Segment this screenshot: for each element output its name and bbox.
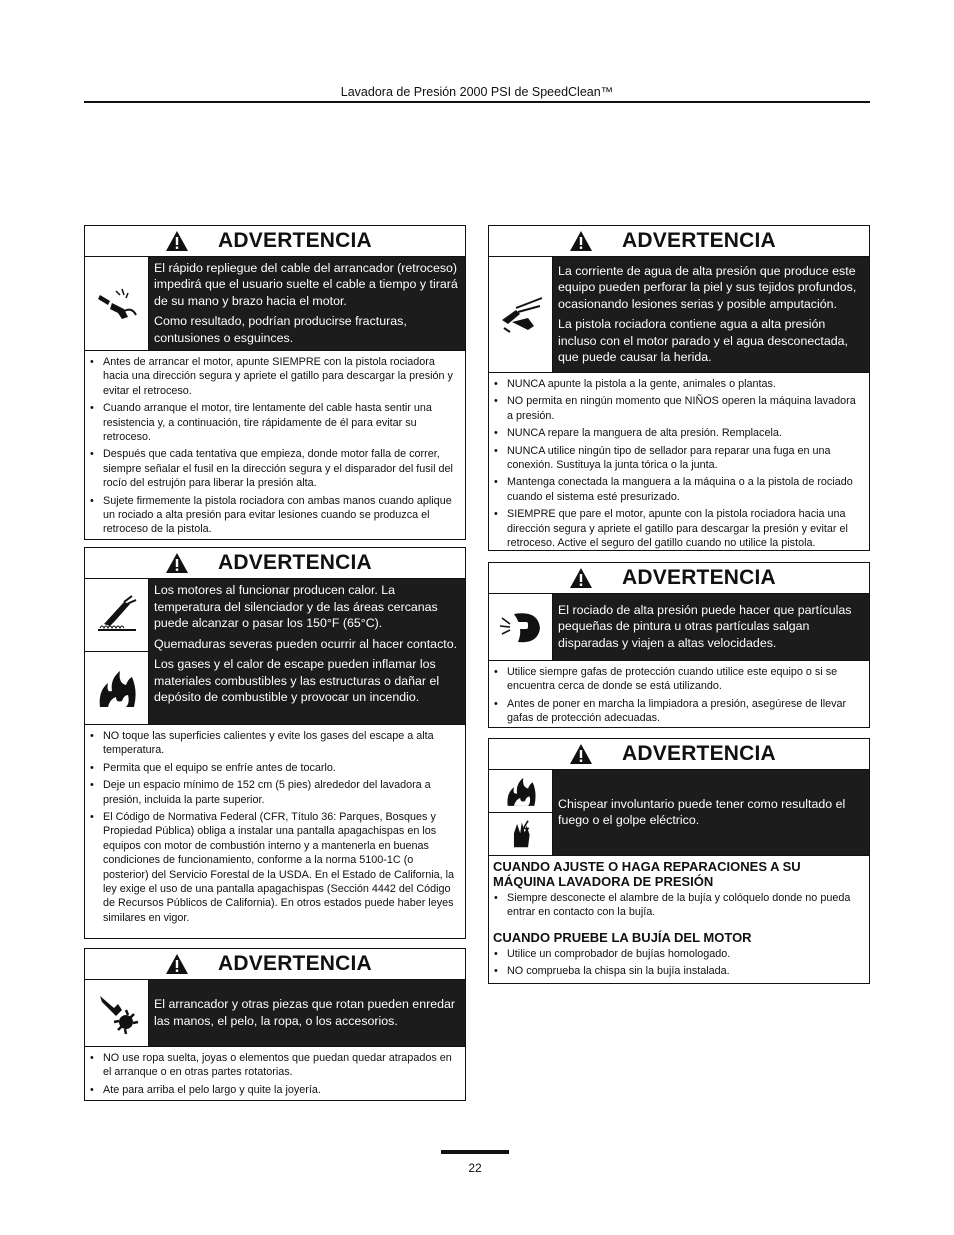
list-item: • NUNCA repare la manguera de alta presión. Remplacela. (507, 426, 863, 440)
list-item: • SIEMPRE que pare el motor, apunte con la pistola rociadora hacia una dirección segura y apriete el gatillo para descargar la presión y evitar el retroceso. Active el seguro del gatillo cuando no utilice la pistola. (507, 507, 863, 550)
warning-title: ADVERTENCIA (85, 949, 465, 980)
list-item: • Permita que el equipo se enfríe antes de tocarlo. (103, 761, 459, 775)
eye-protection-icon (489, 594, 553, 660)
section-heading: CUANDO AJUSTE O HAGA REPARACIONES A SU MÁQUINA LAVADORA DE PRESIÓN (489, 855, 869, 889)
warning-triangle-icon (569, 743, 593, 765)
list-item: • Cuando arranque el motor, tire lentamente del cable hasta sentir una resistencia y, a continuación, tire rápidamente de él para evitar su retroceso. (103, 401, 459, 444)
warning-title: ADVERTENCIA (85, 226, 465, 257)
list-item: • Deje un espacio mínimo de 152 cm (5 pies) alrededor del lavadora a presión, incluida la parte superior. (103, 778, 459, 807)
instruction-list (489, 889, 869, 924)
hazard-description: El arrancador y otras piezas que rotan pueden enredar las manos, el pelo, la ropa, o los accesorios. (149, 980, 465, 1046)
list-item: • Utilice un comprobador de bujías homologado. (507, 947, 863, 961)
warning-box-spark (488, 738, 870, 984)
list-item: • NO permita en ningún momento que NIÑOS operen la máquina lavadora a presión. (507, 394, 863, 423)
list-item: • Ate para arriba el pelo largo y quite la joyería. (103, 1083, 459, 1097)
injection-hazard-icon (489, 257, 553, 372)
hazard-description: Los motores al funcionar producen calor. La temperatura del silenciador y de las áreas cercanas puede alcanzar o pasar los 150°F (65°C). Quemaduras severas pueden ocurrir al hacer contacto. Los gases y el calor de escape pueden inflamar los materiales combustibles y las estructuras o dañar el depósito de combustible y provocar un incendio. (149, 579, 465, 724)
warning-box-entanglement (84, 948, 466, 1101)
warning-box-heat (84, 547, 466, 939)
warning-title: ADVERTENCIA (489, 563, 869, 594)
warning-box-debris (488, 562, 870, 728)
list-item: • NUNCA apunte la pistola a la gente, animales o plantas. (507, 377, 863, 391)
warning-title: ADVERTENCIA (489, 739, 869, 770)
list-item: • Después que cada tentativa que empieza, donde motor falla de correr, siempre señalar el fusil en la dirección segura y el disparador del fusil del rocío del estrujón para liberar la presión alta. (103, 447, 459, 490)
instruction-list (489, 372, 869, 554)
list-item: • Antes de arrancar el motor, apunte SIEMPRE con la pistola rociadora hacia una dirección segura y apriete el gatillo para descargar la presión y evitar el retroceso. (103, 355, 459, 398)
list-item: • NUNCA utilice ningún tipo de sellador para reparar una fuga en una conexión. Sustituya la junta tórica o la junta. (507, 444, 863, 473)
cord-kickback-icon (85, 257, 149, 350)
page-number-bar (441, 1150, 509, 1154)
warning-triangle-icon (165, 230, 189, 252)
list-item: • El Código de Normativa Federal (CFR, Título 36: Parques, Bosques y Propiedad Pública) obliga a instalar una pantalla apagachispas en los equipos con motor de combustión interno y a mantenerla en buenas condiciones de funcionamiento, conforme a la norma 5100-1C (o posterior) del Servicio Forestal de la USDA. En el Estado de California, la ley exige el uso de una pantalla apagachispas (Sección 4442 del Código de Recursos Públicos de California). En otros estados puede haber leyes similares en vigor. (103, 810, 459, 925)
hazard-description: La corriente de agua de alta presión que produce este equipo pueden perforar la piel y sus tejidos profundos, ocasionando lesiones serias y posible amputación. La pistola rociadora contiene agua a alta presión incluso con el motor parado y el agua desconectada, que puede causar la herida. (553, 257, 869, 372)
section-heading: CUANDO PRUEBE LA BUJÍA DEL MOTOR (493, 929, 752, 945)
list-item: • Utilice siempre gafas de protección cuando utilice este equipo o si se encuentra cerca de donde se está utilizando. (507, 665, 863, 694)
list-item: • Siempre desconecte el alambre de la bujía y colóquelo donde no pueda entrar en contacto con la bujía. (507, 891, 863, 920)
instruction-list (85, 350, 465, 541)
warning-title: ADVERTENCIA (85, 548, 465, 579)
electric-shock-icon (489, 812, 553, 855)
instruction-list (85, 1046, 465, 1101)
warning-box-high-pressure (488, 225, 870, 551)
warning-box-kickback (84, 225, 466, 540)
warning-triangle-icon (165, 552, 189, 574)
page-number: 22 (468, 1161, 482, 1175)
hazard-description: Chispear involuntario puede tener como resultado el fuego o el golpe eléctrico. (553, 770, 869, 855)
list-item: • NO comprueba la chispa sin la bujía instalada. (507, 964, 863, 978)
list-item: • Antes de poner en marcha la limpiadora a presión, asegúrese de llevar gafas de protección adecuadas. (507, 697, 863, 726)
warning-title: ADVERTENCIA (489, 226, 869, 257)
list-item: • NO use ropa suelta, joyas o elementos que puedan quedar atrapados en el arranque o en otras partes rotatorias. (103, 1051, 459, 1080)
header-rule (84, 101, 870, 103)
hot-surface-icon (85, 579, 149, 651)
instruction-list (489, 660, 869, 730)
hazard-description: El rociado de alta presión puede hacer que partículas pequeñas de pintura u otras partículas salgan disparadas y viajen a altas velocidades. (553, 594, 869, 660)
instruction-list (489, 945, 869, 983)
warning-triangle-icon (569, 230, 593, 252)
page-header-title: Lavadora de Presión 2000 PSI de SpeedClean™ (340, 85, 614, 99)
list-item: • NO toque las superficies calientes y evite los gases del escape a alta temperatura. (103, 729, 459, 758)
warning-triangle-icon (569, 567, 593, 589)
fire-icon (85, 651, 149, 724)
rotating-parts-entanglement-icon (85, 980, 149, 1046)
fire-icon (489, 770, 553, 812)
hazard-description: El rápido repliegue del cable del arrancador (retroceso) impedirá que el usuario suelte el cable a tiempo y tirará de su mano y brazo hacia el motor. Como resultado, podrían producirse fracturas, contusiones o esguinces. (149, 257, 465, 350)
instruction-list (85, 724, 465, 929)
list-item: • Mantenga conectada la manguera a la máquina o a la pistola de rociado cuando el sistema esté presurizado. (507, 475, 863, 504)
warning-triangle-icon (165, 953, 189, 975)
list-item: • Sujete firmemente la pistola rociadora con ambas manos cuando aplique un rociado a alta presión para evitar lesiones cuando se produzca el retroceso de la pistola. (103, 494, 459, 537)
